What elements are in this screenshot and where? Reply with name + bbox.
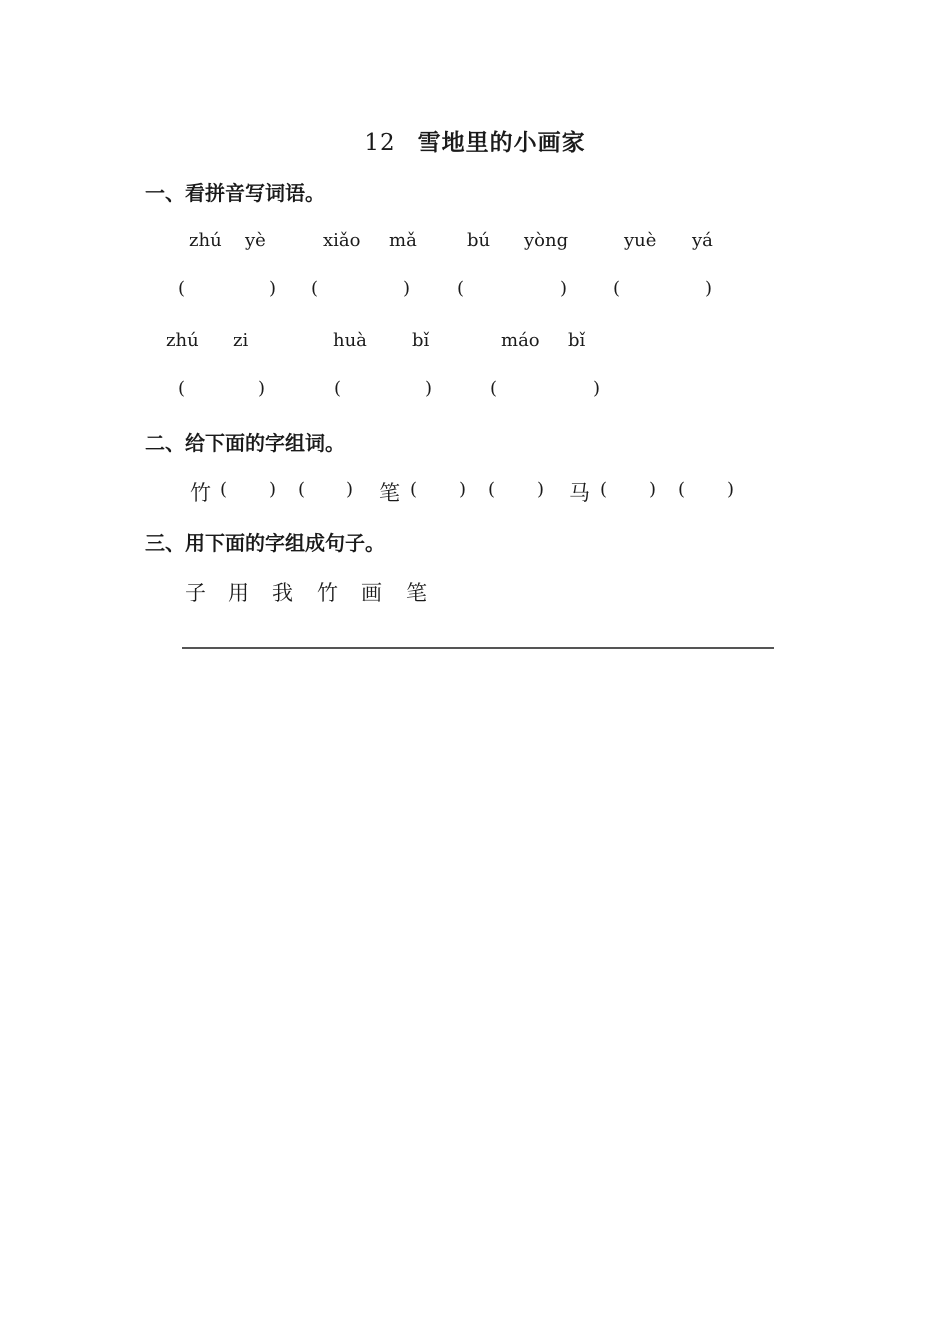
answer-blank-open: ( <box>298 479 306 500</box>
sentence-char: 我 <box>272 581 293 605</box>
answer-blank-open: ( <box>334 378 342 399</box>
pinyin-word: mǎ <box>389 230 417 251</box>
answer-blank-open: ( <box>220 479 228 500</box>
word-group-char: 马 <box>569 481 590 505</box>
sentence-char: 竹 <box>317 581 338 605</box>
answer-blank-open: ( <box>311 278 319 299</box>
answer-blank-close: ) <box>649 479 657 500</box>
pinyin-word: bǐ <box>412 330 430 351</box>
answer-blank-open: ( <box>613 278 621 299</box>
section1-heading: 一、看拼音写词语。 <box>145 181 325 205</box>
answer-blank-close: ) <box>560 278 568 299</box>
sentence-char: 笔 <box>406 581 427 605</box>
pinyin-word: zi <box>233 330 249 351</box>
pinyin-word: yá <box>692 230 713 251</box>
lesson-title: 雪地里的小画家 <box>417 129 586 156</box>
answer-blank-close: ) <box>705 278 713 299</box>
answer-blank-open: ( <box>600 479 608 500</box>
pinyin-word: yè <box>245 230 266 251</box>
answer-blank-open: ( <box>410 479 418 500</box>
answer-blank-open: ( <box>488 479 496 500</box>
answer-blank-close: ) <box>459 479 467 500</box>
pinyin-word: yuè <box>624 230 657 251</box>
sentence-char: 用 <box>228 581 249 605</box>
pinyin-word: bú <box>467 230 491 251</box>
answer-blank-close: ) <box>269 278 277 299</box>
answer-blank-open: ( <box>490 378 498 399</box>
sentence-answer-line <box>182 647 774 649</box>
answer-blank-close: ) <box>425 378 433 399</box>
answer-blank-open: ( <box>678 479 686 500</box>
pinyin-word: zhú <box>189 230 222 251</box>
answer-blank-close: ) <box>269 479 277 500</box>
pinyin-word: yòng <box>524 230 569 251</box>
pinyin-word: zhú <box>166 330 199 351</box>
page-title <box>0 124 950 157</box>
answer-blank-open: ( <box>178 378 186 399</box>
section2-heading: 二、给下面的字组词。 <box>145 431 345 455</box>
answer-blank-close: ) <box>593 378 601 399</box>
answer-blank-close: ) <box>537 479 545 500</box>
lesson-number: 12 <box>364 130 396 156</box>
answer-blank-close: ) <box>258 378 266 399</box>
word-group-char: 笔 <box>379 481 400 505</box>
answer-blank-close: ) <box>346 479 354 500</box>
pinyin-word: xiǎo <box>323 230 361 251</box>
answer-blank-open: ( <box>178 278 186 299</box>
sentence-char: 子 <box>185 581 206 605</box>
answer-blank-close: ) <box>727 479 735 500</box>
pinyin-word: bǐ <box>568 330 586 351</box>
answer-blank-close: ) <box>403 278 411 299</box>
pinyin-word: huà <box>333 330 367 351</box>
word-group-char: 竹 <box>190 481 211 505</box>
section3-heading: 三、用下面的字组成句子。 <box>145 531 385 555</box>
sentence-char: 画 <box>361 581 382 605</box>
answer-blank-open: ( <box>457 278 465 299</box>
pinyin-word: máo <box>501 330 540 351</box>
